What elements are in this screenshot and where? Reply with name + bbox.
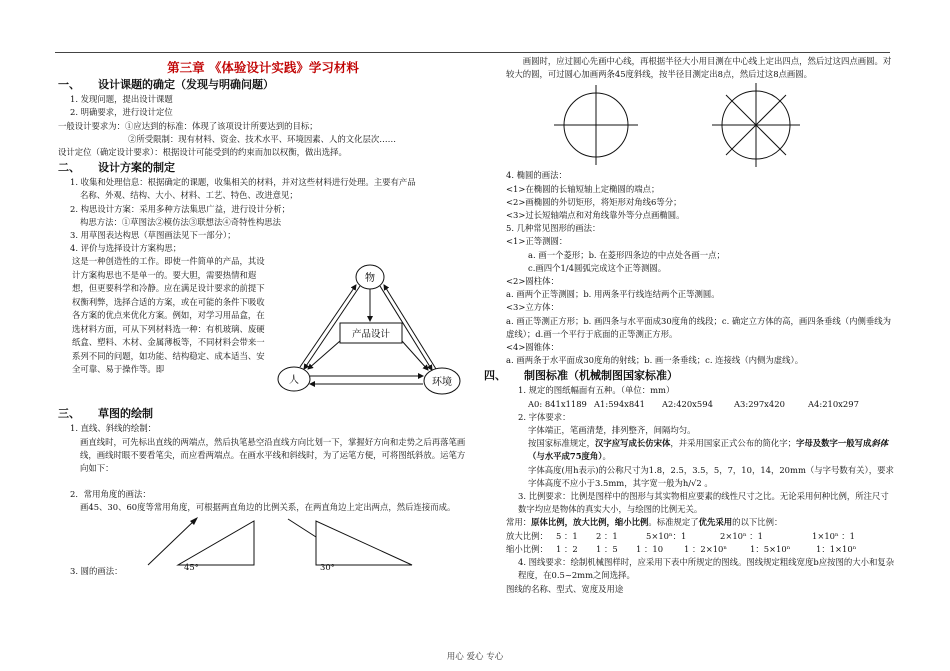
angle-triangles	[58, 515, 468, 567]
shapes-line: a. 画两个正等测圆；b. 用两条平行线连结两个正等测圆。	[506, 289, 720, 300]
angle-figures	[58, 515, 468, 565]
angle-45-label: 45°	[184, 561, 199, 572]
std-line: 2. 字体要求：	[518, 411, 571, 422]
s3-line: 2．常用角度的画法：	[70, 489, 151, 500]
std-line: 图线的名称、型式、宽度及用途	[506, 583, 624, 594]
std-line: 1. 规定的图纸幅面有五种。（单位：mm）	[518, 385, 675, 396]
circle-method-text: 画圆时，应过圆心先画中心线，再根据半径大小用目测在中心线上定出四点，然后过这四点画圆。对较大的圆，可过圆心加画两条45度斜线，按半径目测定出8点，然后过这8点画圆。	[506, 56, 892, 80]
s1-line: 设计定位（确定设计要求）：根据设计可能受到的约束而加以权衡，做出选择。	[58, 147, 347, 158]
page-footer: 用心 爱心 专心	[446, 652, 504, 662]
s1-line: 2. 明确要求，进行设计定位	[70, 107, 173, 118]
circle-figures	[506, 81, 896, 169]
std-line: 4. 图线要求：绘制机械图样时，应采用下表中所规定的图线。图线规定粗线宽度b应按图的大小和复杂程度，在0.5~2mm之间选择。	[518, 557, 895, 581]
section-4-heading: 四、 制图标准（机械制图国家标准）	[484, 369, 678, 383]
shapes-line: <3>立方体：	[506, 302, 559, 313]
s1-line: 一般设计要求为：①应达到的标准：体现了该项设计所要达到的目标；	[58, 120, 318, 131]
s2-line: 1. 收集和处理信息：根据确定的课题，收集相关的材料，并对这些材料进行处理。主要有产品	[70, 177, 416, 188]
reduce-ratios: 缩小比例： 1 ：2 1 ：5 1 ：10 1 ：2×10ⁿ 1：5×10ⁿ 1：1×10ⁿ	[506, 543, 857, 554]
s3-line: 3. 圆的画法：	[70, 565, 123, 576]
section-1-heading: 一、 设计课题的确定（发现与明确问题）	[58, 78, 274, 92]
left-column	[58, 55, 468, 579]
s3-line: 1. 直线、斜线的绘制：	[70, 423, 157, 434]
ellipse-line: 4. 椭圆的画法：	[506, 170, 567, 181]
design-relation-diagram	[270, 257, 470, 405]
s2-line: 3. 用草图表达构思（草图画法见下一部分）；	[70, 230, 236, 241]
enlarge-ratios: 放大比例： 5 ：1 2 ：1 5×10ⁿ：1 2×10ⁿ ：1 1×10ⁿ ：1	[506, 530, 855, 541]
shapes-line: <4>圆锥体：	[506, 342, 559, 353]
font-req-line: 按国家标准规定，汉字应写成长仿宋体，并采用国家正式公布的简化字；字母及数字一般写成斜体（与水平成75度角）。	[528, 438, 889, 462]
node-product-design-label: 产品设计	[351, 329, 391, 341]
shapes-line: 5. 几种常见图形的画法：	[506, 223, 601, 234]
shapes-line: <2>圆柱体：	[506, 276, 559, 287]
ellipse-line: <2>画椭圆的外切矩形，将矩形对角线6等分；	[506, 196, 682, 207]
page-title: 第三章 《体验设计实践》学习材料	[167, 60, 359, 75]
shapes-line: c.画四个1/4圆弧完成这个正等测圆。	[528, 262, 667, 273]
node-environment-label: 环境	[432, 377, 452, 389]
s3-line: 画直线时，可先标出直线的两端点，然后执笔悬空沿直线方向比划一下，掌握好方向和走势之后再落笔画线，画线时眼不要看笔尖，而应看两端点。在画水平线和斜线时，为了运笔方便，可将图纸斜放。运笔方向如下：	[80, 436, 466, 474]
shapes-line: a. 画两条于水平面成30度角的射线；b. 画一条垂线；c. 连接线（内侧为虚线）。	[506, 355, 804, 366]
s2-line: 构思方法：①草图法②模仿法③联想法④奇特性构思法	[80, 216, 281, 227]
s2-paragraph: 这是一种创造性的工作。即使一件简单的产品，其设计方案构思也不是单一的。要大胆，需要热情和遐想，但更要科学和冷静。应在满足设计要求的前提下权衡利弊，选择合适的方案，或在可能的条件下吸收各方案的优点来优化方案。例如，对学习用品盒，在选材料方面，可从下列材料选一种：有机玻璃、废硬纸盒、塑料、木材、金属薄板等，不同材料会带来一系列不同的问题，如功能、结构稳定、成本适当、安全可靠、易于操作等。即	[72, 256, 265, 375]
s2-line: 2. 构思设计方案：采用多种方法集思广益，进行设计分析；	[70, 203, 291, 214]
section-2-heading: 二、 设计方案的制定	[58, 161, 175, 175]
circle-drawings	[506, 81, 896, 169]
ellipse-line: <1>在椭圆的长轴短轴上定椭圆的端点；	[506, 183, 660, 194]
node-object-label: 物	[365, 273, 375, 285]
shapes-line: a. 画一个菱形；b. 在菱形四条边的中点处各画一点；	[528, 249, 725, 260]
s2-line: 名称、外观、结构、大小、材料、工艺、特色、改进意见；	[80, 190, 298, 201]
s3-line: 画45、30、60度等常用角度，可根据两直角边的比例关系，在两直角边上定出两点，然后连接而成。	[80, 502, 456, 513]
font-req-line: 字体端正，笔画清楚，排列整齐，间隔均匀。	[528, 425, 696, 436]
font-req-line: 字体高度(用h表示)的公称尺寸为1.8，2.5，3.5，5，7，10，14，20mm（与字号数有关），要求字体高度不应小于3.5mm，其字宽一般为h/√2 。	[528, 464, 894, 488]
std-line: 3. 比例要求：比例是图样中的图形与其实物相应要素的线性尺寸之比。无论采用何种比例，所注尺寸数字均应是物体的真实大小，与绘图的比例无关。	[518, 491, 889, 515]
paper-sizes: A0: 841x1189 A1:594x841 A2:420x594 A3:297x420 A4:210x297	[528, 398, 859, 409]
s1-line: 1. 发现问题，提出设计课题	[70, 94, 173, 105]
common-ratios-line: 常用：原体比例，放大比例，缩小比例。标准规定了优先采用的以下比例：	[506, 517, 783, 528]
right-column	[484, 55, 896, 596]
section-3-heading: 三、 草图的绘制	[58, 407, 153, 421]
shapes-line: <1>正等测圆：	[506, 236, 568, 247]
ellipse-line: <3>过长短轴端点和对角线靠外等分点画椭圆。	[506, 210, 685, 221]
shapes-line: a. 画正等测正方形；b. 画四条与水平面成30度角的线段；c. 确定立方体的高，画四条垂线（内侧垂线为虚线）；d.画一个平行于底面的正等测正方形。	[506, 315, 892, 339]
angle-30-label: 30°	[320, 561, 335, 572]
s2-line: 4. 评价与选择设计方案构思；	[70, 243, 182, 254]
node-person-label: 人	[289, 375, 299, 387]
top-rule	[55, 52, 890, 53]
design-flow-block	[58, 255, 468, 405]
s1-line: ②所受限制：现有材料、资金、技术水平、环境因素、人的文化层次……	[128, 133, 396, 144]
